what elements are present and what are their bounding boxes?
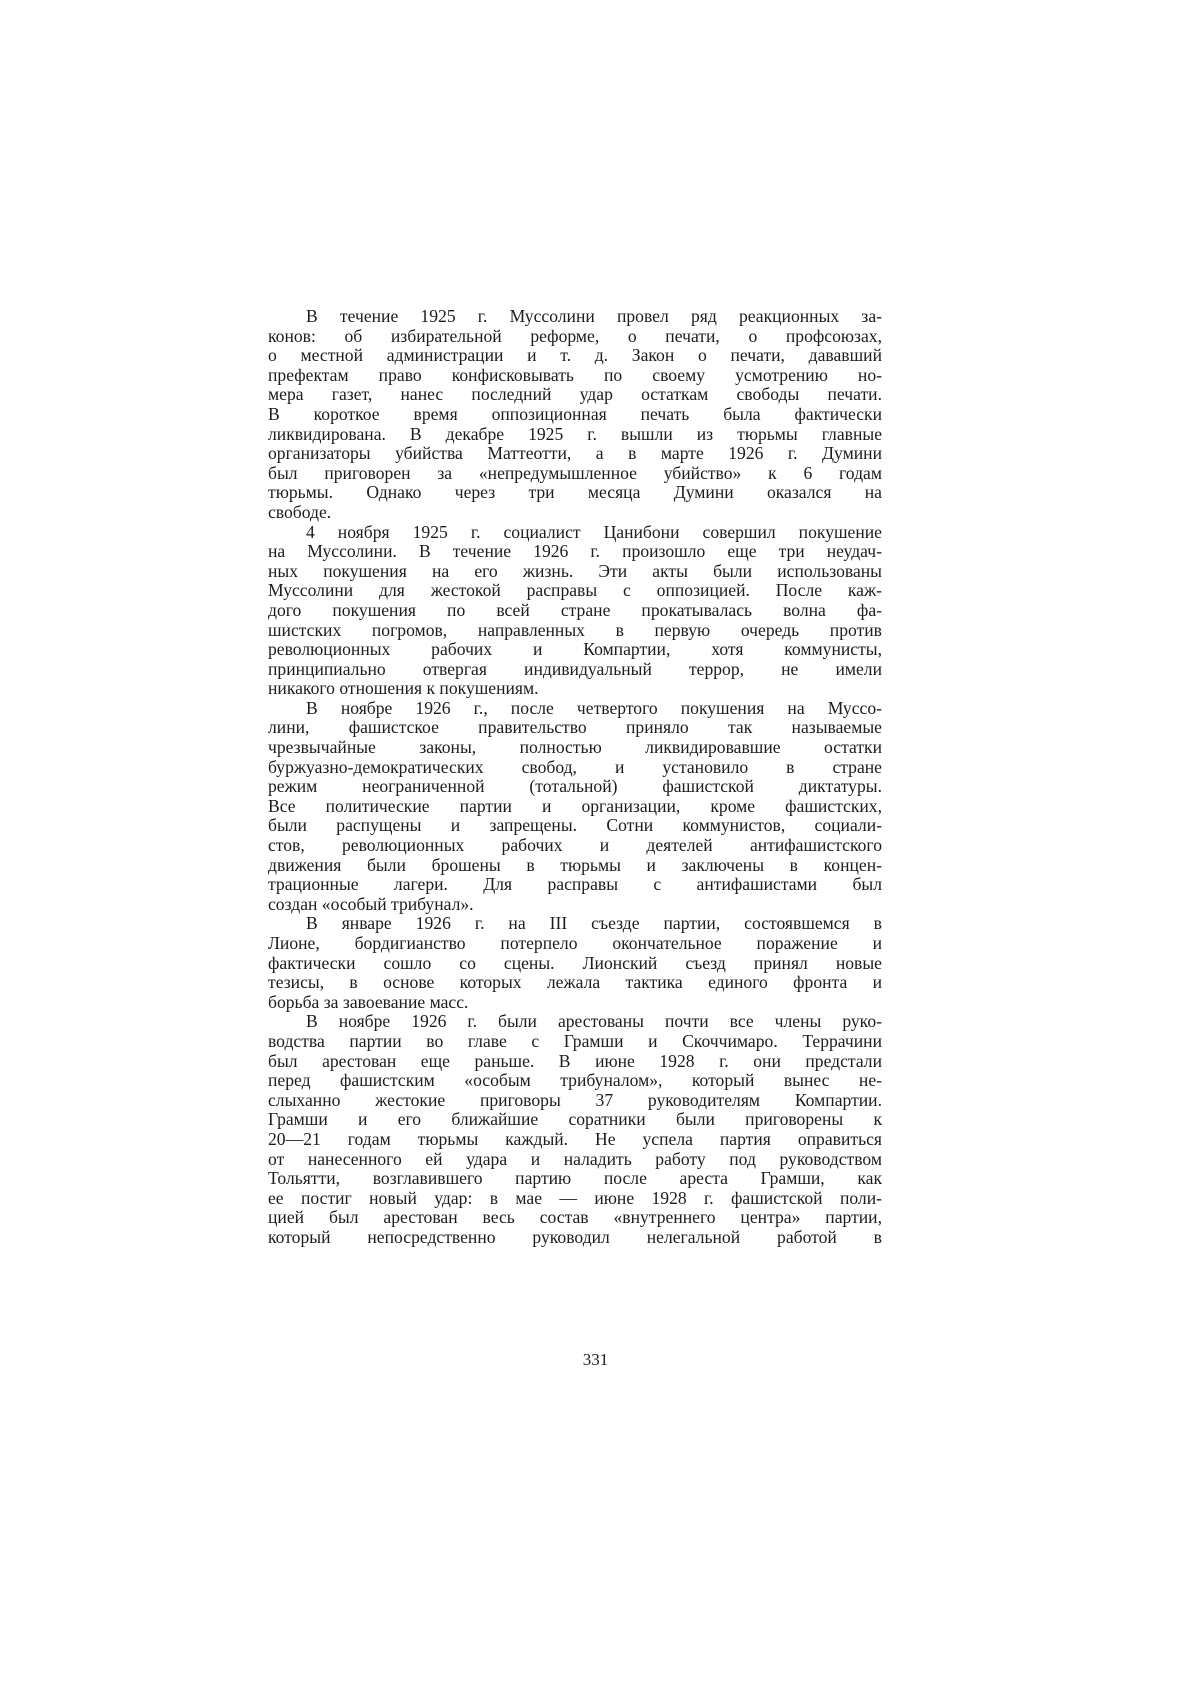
body-text xyxy=(268,307,882,1248)
text-line: Грамши и его ближайшие соратники были приговорены к xyxy=(268,1109,882,1130)
text-line: В течение 1925 г. Муссолини провел ряд реакционных за- xyxy=(306,306,882,326)
text-line: 20—21 годам тюрьмы каждый. Не успела партия оправиться xyxy=(268,1128,882,1149)
text-line: цией был арестован весь состав «внутреннего центра» партии, xyxy=(268,1207,882,1228)
text-line: В короткое время оппозиционная печать была фактически xyxy=(268,403,882,424)
text-line: никакого отношения к покушениям. xyxy=(268,678,539,699)
paragraph xyxy=(268,523,882,699)
text-line: ных покушения на его жизнь. Эти акты были использованы xyxy=(268,560,882,581)
text-line: шистских погромов, направленных в первую очередь против xyxy=(268,619,882,640)
text-line: фактически сошло со сцены. Лионский съезд принял новые xyxy=(268,952,882,973)
text-line: создан «особый трибунал». xyxy=(268,893,474,914)
text-line: перед фашистским «особым трибуналом», который вынес не- xyxy=(268,1070,882,1091)
text-line: который непосредственно руководил нелегальной работой в xyxy=(268,1226,882,1247)
text-line: В ноябре 1926 г., после четвертого покушения на Муссо- xyxy=(306,697,882,718)
text-line: Лионе, бордигианство потерпело окончательное поражение и xyxy=(268,933,882,953)
paragraph xyxy=(268,914,882,1012)
text-line: Все политические партии и организации, кроме фашистских, xyxy=(268,795,882,816)
text-line: от нанесенного ей удара и наладить работу под руководством xyxy=(268,1148,882,1169)
text-line: стов, революционных рабочих и деятелей антифашистского xyxy=(268,835,882,856)
paragraph xyxy=(268,699,882,915)
text-line: лини, фашистское правительство приняло так называемые xyxy=(268,717,882,738)
text-line: режим неограниченной (тотальной) фашистской диктатуры. xyxy=(268,776,882,797)
text-line: В ноябре 1926 г. были арестованы почти все члены руко- xyxy=(306,1011,882,1032)
paragraph xyxy=(268,1012,882,1247)
text-line: чрезвычайные законы, полностью ликвидировавшие остатки xyxy=(268,737,882,758)
page-number: 331 xyxy=(582,1350,609,1369)
paragraph xyxy=(268,307,882,523)
text-line: водства партии во главе с Грамши и Скоччимаро. Террачини xyxy=(268,1030,882,1051)
text-line: конов: об избирательной реформе, о печати, о профсоюзах, xyxy=(268,325,882,346)
text-line: принципиально отвергая индивидуальный террор, не имели xyxy=(268,658,882,679)
text-line: буржуазно-демократических свобод, и установило в стране xyxy=(268,756,882,777)
text-line: дого покушения по всей стране прокатывалась волна фа- xyxy=(268,599,882,620)
text-line: свободе. xyxy=(268,501,332,522)
text-line: организаторы убийства Маттеотти, а в марте 1926 г. Думини xyxy=(268,443,882,464)
text-line: революционных рабочих и Компартии, хотя коммунисты, xyxy=(268,639,882,660)
text-line: ликвидирована. В декабре 1925 г. вышли из тюрьмы главные xyxy=(268,423,882,444)
text-line: были распущены и запрещены. Сотни коммунистов, социали- xyxy=(268,815,882,836)
text-line: о местной администрации и т. д. Закон о печати, дававший xyxy=(268,345,882,366)
text-line: слыханно жестокие приговоры 37 руководителям Компартии. xyxy=(268,1089,882,1110)
text-line: был арестован еще раньше. В июне 1928 г. они предстали xyxy=(268,1050,882,1071)
text-line: движения были брошены в тюрьмы и заключены в концен- xyxy=(268,854,882,875)
text-line: ее постиг новый удар: в мае — июне 1928 г. фашистской поли- xyxy=(268,1187,882,1208)
text-line: префектам право конфисковывать по своему усмотрению но- xyxy=(268,364,882,385)
text-line: 4 ноября 1925 г. социалист Цанибони совершил покушение xyxy=(306,521,882,542)
text-line: трационные лагери. Для расправы с антифашистами был xyxy=(268,874,882,895)
text-line: тезисы, в основе которых лежала тактика единого фронта и xyxy=(268,972,882,993)
text-line: тюрьмы. Однако через три месяца Думини оказался на xyxy=(268,482,882,503)
text-line: борьба за завоевание масс. xyxy=(268,991,469,1012)
text-line: мера газет, нанес последний удар остаткам свободы печати. xyxy=(268,384,882,405)
text-line: Тольятти, возглавившего партию после ареста Грамши, как xyxy=(268,1168,882,1189)
text-line: Муссолини для жестокой расправы с оппозицией. После каж- xyxy=(268,580,882,601)
text-line: на Муссолини. В течение 1926 г. произошло еще три неудач- xyxy=(268,541,882,562)
text-line: был приговорен за «непредумышленное убийство» к 6 годам xyxy=(268,462,882,483)
text-line: В январе 1926 г. на III съезде партии, состоявшемся в xyxy=(306,913,882,934)
